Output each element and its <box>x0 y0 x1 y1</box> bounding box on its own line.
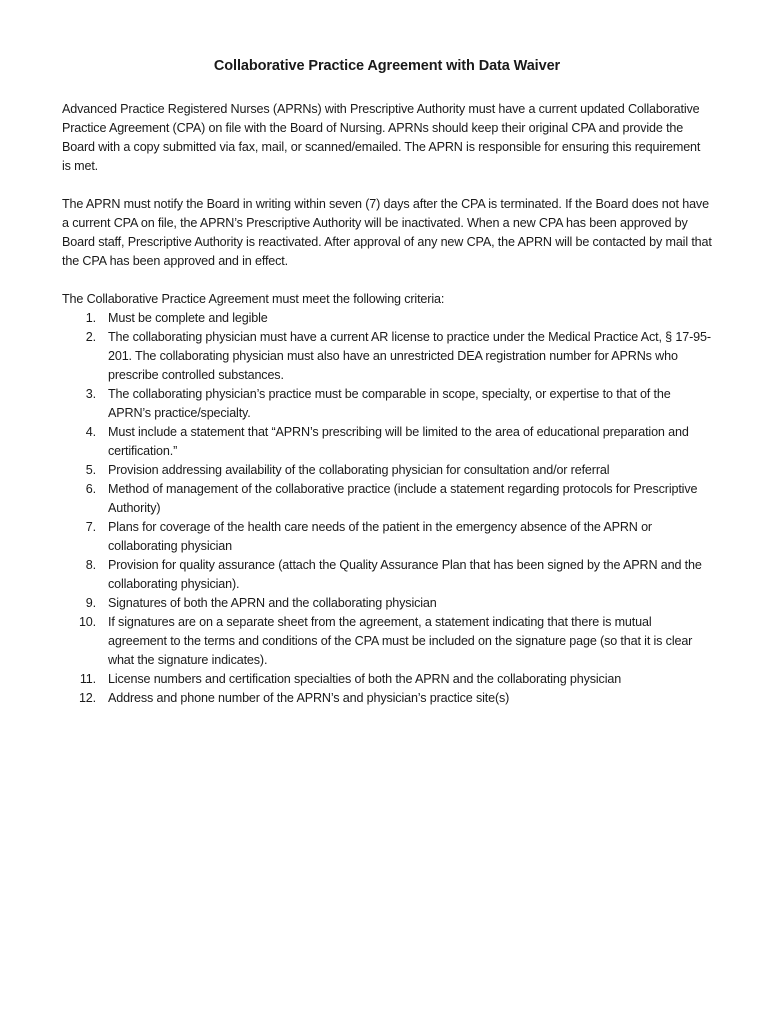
criteria-text: Provision for quality assurance (attach the Quality Assurance Plan that has been signed by the APRN and the collaborating physician). <box>108 558 702 591</box>
criteria-number: 3. <box>85 387 96 401</box>
criteria-item-8 <box>62 556 712 594</box>
criteria-number: 9. <box>85 596 96 610</box>
criteria-item-6 <box>62 480 712 518</box>
criteria-item-4 <box>62 423 712 461</box>
criteria-item-2 <box>62 328 712 385</box>
criteria-number: 1. <box>85 311 96 325</box>
criteria-text: The collaborating physician’s practice must be comparable in scope, specialty, or expertise to that of the APRN’s practice/specialty. <box>108 387 671 420</box>
criteria-intro: The Collaborative Practice Agreement must meet the following criteria: <box>62 292 445 306</box>
criteria-text: The collaborating physician must have a current AR license to practice under the Medical Practice Act, § 17-95-201. The collaborating physician must also have an unrestricted DEA registration number for APRNs who prescribe controlled substances. <box>108 330 711 382</box>
paragraph-cpa-requirement: Advanced Practice Registered Nurses (APRNs) with Prescriptive Authority must have a current updated Collaborative Practice Agreement (CPA) on file with the Board of Nursing. APRNs should keep their original CPA and provide the Board with a copy submitted via fax, mail, or scanned/emailed. The APRN is responsible for ensuring this requirement is met. <box>62 102 701 173</box>
criteria-item-10 <box>62 613 712 670</box>
criteria-text: License numbers and certification specialties of both the APRN and the collaborating physician <box>108 672 622 686</box>
criteria-list <box>62 309 712 708</box>
criteria-number: 2. <box>85 330 96 344</box>
criteria-text: Address and phone number of the APRN’s and physician’s practice site(s) <box>108 691 510 705</box>
criteria-text: If signatures are on a separate sheet from the agreement, a statement indicating that there is mutual agreement to the terms and conditions of the CPA must be included on the signature page (so that it is clear what the signature indicates). <box>108 615 693 667</box>
criteria-number: 12. <box>78 691 96 705</box>
criteria-number: 7. <box>85 520 96 534</box>
criteria-number: 6. <box>85 482 96 496</box>
criteria-text: Method of management of the collaborative practice (include a statement regarding protocols for Prescriptive Authority) <box>108 482 698 515</box>
criteria-item-11 <box>62 670 712 689</box>
criteria-item-9 <box>62 594 712 613</box>
document-title: Collaborative Practice Agreement with Data Waiver <box>213 58 561 74</box>
document-page <box>62 56 712 708</box>
criteria-item-1 <box>62 309 712 328</box>
paragraph-cpa-termination: The APRN must notify the Board in writing within seven (7) days after the CPA is terminated. If the Board does not have a current CPA on file, the APRN’s Prescriptive Authority will be inactivated. When a new CPA has been approved by Board staff, Prescriptive Authority is reactivated. After approval of any new CPA, the APRN will be contacted by mail that the CPA has been approved and in effect. <box>62 197 712 268</box>
criteria-item-5 <box>62 461 712 480</box>
criteria-text: Provision addressing availability of the collaborating physician for consultation and/or referral <box>108 463 610 477</box>
criteria-item-12 <box>62 689 712 708</box>
criteria-text: Must include a statement that “APRN’s prescribing will be limited to the area of educational preparation and certification.” <box>108 425 689 458</box>
criteria-item-3 <box>62 385 712 423</box>
criteria-item-7 <box>62 518 712 556</box>
criteria-text: Signatures of both the APRN and the collaborating physician <box>108 596 437 610</box>
criteria-number: 11. <box>79 672 96 686</box>
criteria-number: 4. <box>85 425 96 439</box>
criteria-text: Plans for coverage of the health care needs of the patient in the emergency absence of the APRN or collaborating physician <box>108 520 652 553</box>
criteria-number: 10. <box>78 615 96 629</box>
criteria-text: Must be complete and legible <box>108 311 268 325</box>
criteria-number: 8. <box>85 558 96 572</box>
criteria-number: 5. <box>85 463 96 477</box>
